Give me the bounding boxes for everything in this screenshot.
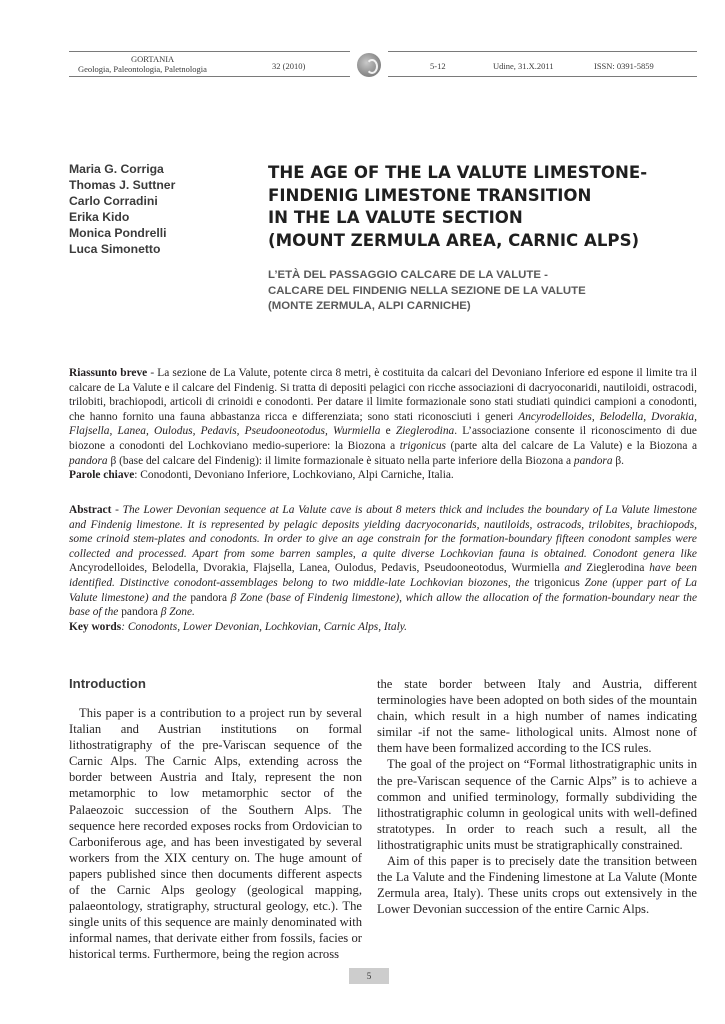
subtitle-line: CALCARE DEL FINDENIG NELLA SEZIONE DE LA VALUTE xyxy=(268,284,586,297)
journal-logo-icon xyxy=(357,53,381,77)
title-line: (MOUNT ZERMULA AREA, CARNIC ALPS) xyxy=(268,230,640,250)
author-list xyxy=(69,162,175,257)
riassunto-text: β (base del calcare del Findenig): il limite formazionale è situato nella parte inferiore della Biozona a xyxy=(107,454,574,467)
subtitle-line: L’ETÀ DEL PASSAGGIO CALCARE DE LA VALUTE - xyxy=(268,269,548,281)
page-number: 5 xyxy=(349,968,389,984)
subtitle-line: (MONTE ZERMULA, ALPI CARNICHE) xyxy=(268,300,471,312)
abstract-text: β Zone. xyxy=(157,606,195,619)
riassunto-text: - La sezione de La Valute, potente circa 8 metri, è costituita da calcari del Devoniano Inferiore ed espone il limite tra il calcare de La Valute e il calcare del Findenig. Si tratta di depositi pelagici con ricche associazioni di dacryoconaridi, nautiloidi, ostracodi, trilobiti, brachiopodi, articoli di crinoidi e conodonti. Per datare il limite formazionale sono stati studiati quindici campioni a conodonti, che hanno fornito una fauna abbastanza ricca e differenziata; sono stati riconosciuti i generi xyxy=(69,367,698,423)
header-rule-right xyxy=(388,51,697,52)
header-rule-left xyxy=(69,51,350,52)
riassunto-paragraph xyxy=(69,366,697,468)
riassunto-text: β. xyxy=(612,454,625,467)
paper-subtitle xyxy=(268,268,586,315)
author: Monica Pondrelli xyxy=(69,225,167,240)
volume: 32 (2010) xyxy=(272,61,306,71)
title-line: FINDENIG LIMESTONE TRANSITION xyxy=(268,185,592,205)
body-column-right xyxy=(377,676,697,917)
species-name: pandora xyxy=(69,454,108,467)
abstract-label: Abstract xyxy=(69,504,112,516)
key-words xyxy=(69,620,697,635)
genera-list: Ancyrodelloides, Belodella, Dvorakia, Flajsella, Lanea, Oulodus, Pedavis, Pseudooneotodus, Wurmiella xyxy=(69,562,560,575)
genus-name: Zieglerodina xyxy=(395,425,455,438)
body-paragraph: The goal of the project on “Formal lithostratigraphic units in the pre-Variscan sequence of the Carnic Alps” is to achieve a common and unified terminology, formally subdividing the lithostratigraphic column in geological units with well-defined stratotypes. In order to reach such a result, all the lithostratigraphic units must be stratigraphically constrained. xyxy=(377,757,697,852)
journal-name: GORTANIA xyxy=(131,54,175,64)
body-paragraph: the state border between Italy and Austria, different terminologies have been adopted on both sides of the mountain chain, which result in a high number of names indicating similar -if not the same- lithological units. Almost none of them have been formalized according to the ICS rules. xyxy=(377,677,697,756)
abstract-paragraph xyxy=(69,503,697,620)
paper-title xyxy=(268,162,647,252)
header-rule-right-bottom xyxy=(388,76,697,77)
issn: ISSN: 0391-5859 xyxy=(594,61,654,71)
riassunto-text: . L’associazione consente il riconoscimento di due biozone a conodonti del Lochkoviano medio-superiore: la Biozona a xyxy=(69,425,697,452)
body-paragraph: Aim of this paper is to precisely date the transition between the La Valute and the Findening limestone at La Valute (Monte Zermula area, Italy). These units crops out extensively in the Lower Devonian succession of the entire Carnic Alps. xyxy=(377,854,697,917)
riassunto-text: e xyxy=(380,425,396,438)
genus-name: Zieglerodina xyxy=(586,562,645,575)
title-line: THE AGE OF THE LA VALUTE LIMESTONE- xyxy=(268,163,648,182)
body-column-left xyxy=(69,705,362,963)
abstract-block xyxy=(69,503,697,634)
header-rule-left-bottom xyxy=(69,76,350,77)
author: Luca Simonetto xyxy=(69,241,161,256)
journal-subtitle: Geologia, Paleontologia, Paletnologia xyxy=(78,64,207,74)
parole-chiave xyxy=(69,468,697,483)
genera-list: Ancyrodelloides, Belodella, Dvorakia, Flajsella, Lanea, Oulodus, Pedavis, Pseudooneotodus, Wurmiella xyxy=(69,410,697,438)
page-range: 5-12 xyxy=(430,61,446,71)
abstract-text: β Zone (base of Findenig limestone), which allow the allocation of the formation-boundary near the base of the xyxy=(69,591,698,619)
parole-chiave-text: : Conodonti, Devoniano Inferiore, Lochkoviano, Alpi Carniche, Italia. xyxy=(134,469,454,482)
riassunto-block xyxy=(69,366,697,483)
riassunto-text: (parte alta del calcare de La Valute) e la Biozona a xyxy=(445,439,697,452)
body-paragraph: This paper is a contribution to a project run by several Italian and Austrian institutions on formal lithostratigraphy of the pre-Variscan sequence of the Carnic Alps. The Carnic Alps, extending across the border between Austria and Italy, represent the non metamorphic to low metamorphic sector of the Palaeozoic succession of the Southern Alps. The sequence here recorded exposes rocks from Ordovician to Carboniferous age, and has been investigated by several workers from the XIX century on. The huge amount of papers published since then documents different aspects of the Carnic Alps geology (geological mapping, palaeontology, stratigraphy, structural geology, etc.). The single units of this sequence are mainly denominated with informal names, that derivate either from fossils, facies or historical terms. Furthermore, being the region across xyxy=(69,706,362,962)
species-name: trigonicus xyxy=(534,576,580,589)
species-name: pandora xyxy=(190,591,228,604)
author: Carlo Corradini xyxy=(69,193,158,208)
abstract-text: - The Lower Devonian sequence at La Valute cave is about 8 meters thick and includes the boundary of La Valute limestone and Findenig limestone. It is represented by pelagic deposits yielding dacryoconarids, nautiloids, ostracods, trilobites, brachiopods, some crinoid stem-plates and conodonts. In order to give an age constrain for the formation-boundary fifteen conodont samples were collected and processed. Apart from some barren samples, a quite diverse Lochkovian fauna is obtained. Conodont genera like xyxy=(69,504,697,560)
species-name: trigonicus xyxy=(399,439,446,452)
species-name: pandora xyxy=(121,606,158,619)
abstract-text: Zone (upper part of La Valute limestone) and the xyxy=(69,576,697,604)
author: Erika Kido xyxy=(69,209,130,224)
abstract-text: and xyxy=(559,562,587,575)
key-words-text: : Conodonts, Lower Devonian, Lochkovian, Carnic Alps, Italy. xyxy=(121,620,408,633)
author: Maria G. Corriga xyxy=(69,162,164,176)
key-words-label: Key words xyxy=(69,620,122,633)
section-heading: Introduction xyxy=(69,676,146,691)
title-line: IN THE LA VALUTE SECTION xyxy=(268,208,523,227)
abstract-text: have been identified. Distinctive conodont-assemblages belong to two middle-late Lochkovian biozones, the xyxy=(69,562,698,589)
author: Thomas J. Suttner xyxy=(69,177,176,192)
riassunto-label: Riassunto breve xyxy=(69,367,148,379)
species-name: pandora xyxy=(573,454,613,467)
parole-chiave-label: Parole chiave xyxy=(69,469,135,482)
issue-date: Udine, 31.X.2011 xyxy=(493,61,554,71)
